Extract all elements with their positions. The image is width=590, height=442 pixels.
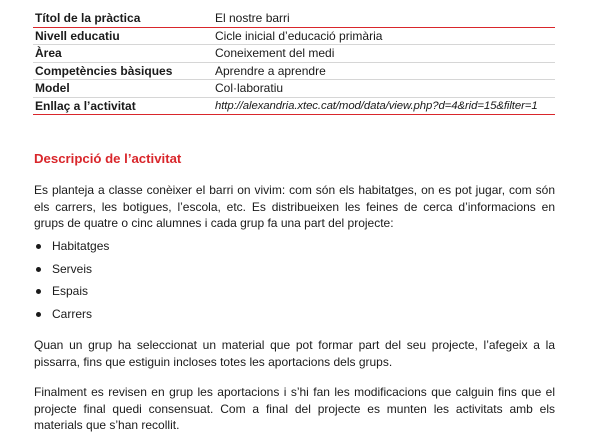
bullet-icon: [36, 312, 41, 317]
bullet-list: [34, 238, 109, 328]
row-label-model: Model: [33, 80, 213, 98]
bullet-icon: [36, 267, 41, 272]
table-row: [33, 62, 555, 80]
row-label-level: Nivell educatiu: [33, 27, 213, 45]
list-item-label: Serveis: [52, 261, 93, 276]
description-paragraph-1: Es planteja a classe conèixer el barri on vivim: com són els habitatges, on es pot jugar, com són els carrers, les botigues, l’escola, etc. Es distribueixen les feines de cerca d’informacions en grups de quatre o cinc alumnes i cada grup fa una part del projecte:: [34, 183, 555, 231]
row-value-area: Coneixement del medi: [213, 45, 555, 63]
description-paragraph-2: Quan un grup ha seleccionat un material que pot formar part del seu projecte, l’afegeix a la pissarra, fins que estiguin incloses totes les aportacions dels grups.: [34, 338, 555, 369]
list-item: [34, 261, 109, 284]
description-paragraph-3: Finalment es revisen en grup les aportacions i s’hi fan les modificacions que calguin fins que el projecte final quedi consensuat. Com a final del projecte es munten les activitats amb els materials que s’han recollit.: [34, 385, 555, 433]
row-value-competences: Aprendre a aprendre: [213, 62, 555, 80]
row-value-model: Col·laboratiu: [213, 80, 555, 98]
table-row: [33, 45, 555, 63]
list-item-label: Carrers: [52, 306, 93, 321]
table-row: [33, 10, 555, 27]
row-label-area: Àrea: [33, 45, 213, 63]
list-item-label: Habitatges: [52, 239, 110, 253]
row-label-link: Enllaç a l’activitat: [33, 97, 213, 115]
activity-info-table: [33, 10, 555, 115]
row-value-level: Cicle inicial d’educació primària: [213, 27, 555, 45]
list-item: [34, 283, 109, 306]
section-title: Descripció de l’activitat: [34, 151, 182, 166]
list-item-label: Espais: [52, 284, 89, 298]
table-row: [33, 97, 555, 115]
row-value-title: El nostre barri: [213, 10, 555, 27]
row-label-title: Títol de la pràctica: [33, 10, 213, 27]
list-item: [34, 306, 109, 329]
list-item: [34, 238, 109, 261]
table-row: [33, 27, 555, 45]
table-row: [33, 80, 555, 98]
bullet-icon: [36, 244, 41, 249]
row-label-competences: Competències bàsiques: [33, 62, 213, 80]
bullet-icon: [36, 289, 41, 294]
activity-link[interactable]: http://alexandria.xtec.cat/mod/data/view.php?d=4&rid=15&filter=1: [213, 97, 555, 115]
